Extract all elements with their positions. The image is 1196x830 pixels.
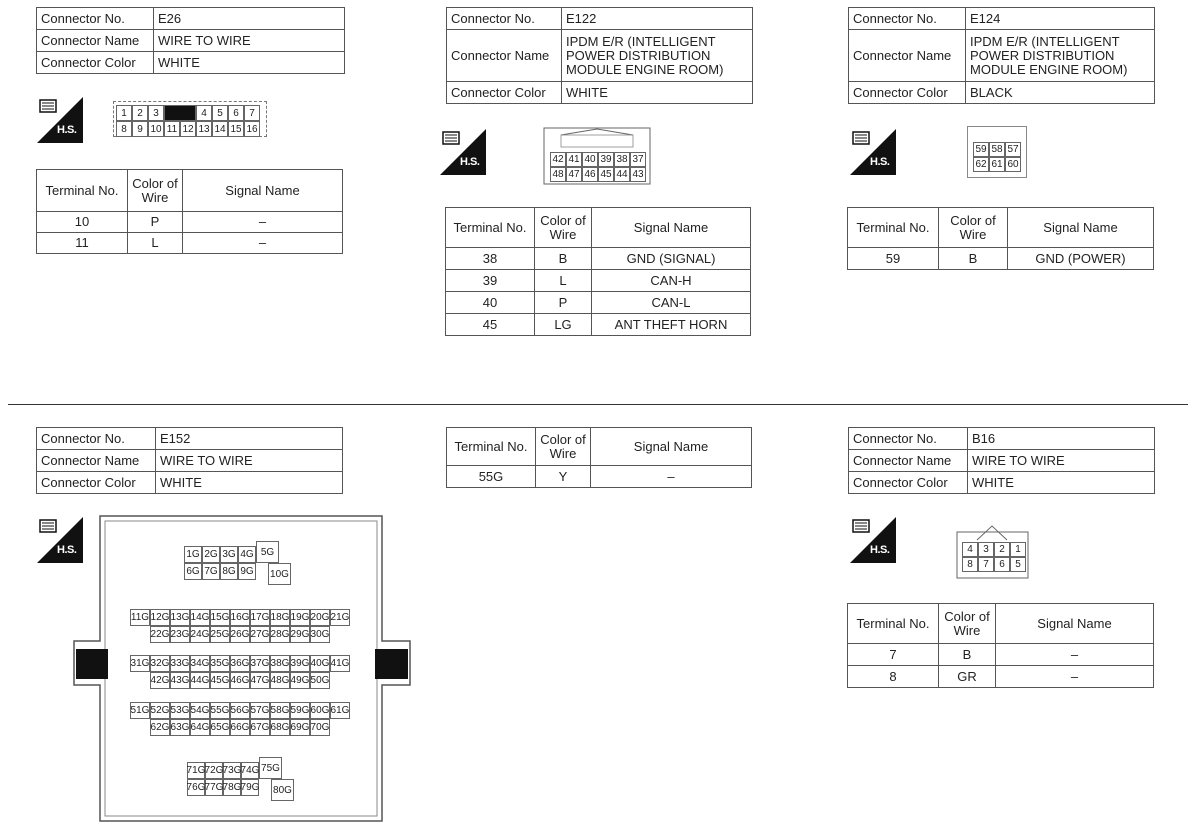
connector-pin: 28G <box>270 626 290 643</box>
connector-pin: 3 <box>148 105 164 121</box>
connector-pin: 41 <box>566 152 582 167</box>
connector-no-value: E26 <box>154 8 345 30</box>
wire-cell: P <box>535 292 592 314</box>
connector-pin: 51G <box>130 702 150 719</box>
connector-pin: 29G <box>290 626 310 643</box>
b16-pin-row-bottom <box>962 557 1026 572</box>
connector-pin: 9 <box>132 121 148 137</box>
connector-pin: 4 <box>196 105 212 121</box>
color-of-wire-header: Color of Wire <box>536 428 591 466</box>
connector-pin: 38 <box>614 152 630 167</box>
signal-name-header: Signal Name <box>996 604 1154 644</box>
connector-pin: 40 <box>582 152 598 167</box>
connector-name-label: Connector Name <box>447 30 562 82</box>
connector-pin: 58G <box>270 702 290 719</box>
connector-pin: 37 <box>630 152 646 167</box>
connector-pin: 6G <box>184 563 202 580</box>
connector-pin: 25G <box>210 626 230 643</box>
e152-pin-row <box>130 655 350 672</box>
connector-pin: 44 <box>614 167 630 182</box>
e152-terminal-table <box>446 427 752 488</box>
connector-pin: 1 <box>116 105 132 121</box>
connector-color-label: Connector Color <box>37 472 156 494</box>
wire-cell: B <box>939 248 1008 270</box>
e124-terminal-table <box>847 207 1154 270</box>
blocked-pin <box>164 105 196 121</box>
e152-pin-row <box>130 609 350 626</box>
connector-pin: 3 <box>978 542 994 557</box>
e122-terminal-table <box>445 207 751 336</box>
connector-pin: 63G <box>170 719 190 736</box>
signal-name-header: Signal Name <box>1008 208 1154 248</box>
hs-icon: H.S. <box>37 517 83 563</box>
connector-pin: 11 <box>164 121 180 137</box>
connector-pin: 22G <box>150 626 170 643</box>
signal-cell: ANT THEFT HORN <box>592 314 751 336</box>
connector-no-label: Connector No. <box>37 8 154 30</box>
connector-pin: 14G <box>190 609 210 626</box>
connector-color-value: WHITE <box>968 472 1155 494</box>
table-row <box>446 270 751 292</box>
connector-pin: 14 <box>212 121 228 137</box>
terminal-no-header: Terminal No. <box>37 170 128 212</box>
connector-pin: 62G <box>150 719 170 736</box>
connector-pin: 16 <box>244 121 260 137</box>
terminal-no-header: Terminal No. <box>446 208 535 248</box>
e152-pin-row <box>150 626 330 643</box>
wire-cell: B <box>939 644 996 666</box>
wire-cell: GR <box>939 666 996 688</box>
connector-name-label: Connector Name <box>849 30 966 82</box>
connector-pin: 7 <box>978 557 994 572</box>
connector-pin: 2 <box>132 105 148 121</box>
connector-pin: 70G <box>310 719 330 736</box>
e124-pin-row-top <box>973 142 1021 157</box>
connector-pin: 74G <box>241 762 259 779</box>
connector-pin: 18G <box>270 609 290 626</box>
connector-pin: 50G <box>310 672 330 689</box>
connector-pin: 35G <box>210 655 230 672</box>
connector-pin: 56G <box>230 702 250 719</box>
connector-pin: 57 <box>1005 142 1021 157</box>
e26-pin-row-top <box>116 105 260 121</box>
connector-pin: 48 <box>550 167 566 182</box>
terminal-cell: 45 <box>446 314 535 336</box>
connector-pin: 21G <box>330 609 350 626</box>
connector-pin: 4 <box>962 542 978 557</box>
terminal-cell: 39 <box>446 270 535 292</box>
connector-pin: 79G <box>241 779 259 796</box>
terminal-cell: 7 <box>848 644 939 666</box>
connector-pin: 6 <box>994 557 1010 572</box>
connector-color-value: WHITE <box>156 472 343 494</box>
connector-pin: 49G <box>290 672 310 689</box>
connector-pin: 78G <box>223 779 241 796</box>
connector-color-label: Connector Color <box>37 52 154 74</box>
color-of-wire-header: Color of Wire <box>939 604 996 644</box>
connector-name-value: WIRE TO WIRE <box>968 450 1155 472</box>
connector-pin: 12G <box>150 609 170 626</box>
hs-icon: H.S. <box>850 129 896 175</box>
signal-cell: CAN-L <box>592 292 751 314</box>
connector-pin: 8 <box>116 121 132 137</box>
connector-pin: 24G <box>190 626 210 643</box>
e152-pin: 75G <box>259 757 282 779</box>
e152-pin-row <box>150 672 330 689</box>
connector-pin: 15 <box>228 121 244 137</box>
connector-pin: 38G <box>270 655 290 672</box>
signal-cell: – <box>996 644 1154 666</box>
signal-cell: – <box>591 466 752 488</box>
connector-name-label: Connector Name <box>849 450 968 472</box>
terminal-no-header: Terminal No. <box>848 208 939 248</box>
connector-pin: 7 <box>244 105 260 121</box>
wire-cell: L <box>535 270 592 292</box>
connector-pin: 13 <box>196 121 212 137</box>
e122-pin-row-top <box>550 152 646 167</box>
hs-icon: H.S. <box>850 517 896 563</box>
section-divider <box>8 404 1188 405</box>
terminal-cell: 55G <box>447 466 536 488</box>
color-of-wire-header: Color of Wire <box>128 170 183 212</box>
e152-pin-row <box>187 762 259 779</box>
connector-pin: 2 <box>994 542 1010 557</box>
connector-pin: 55G <box>210 702 230 719</box>
e124-info-table <box>848 7 1155 104</box>
terminal-cell: 40 <box>446 292 535 314</box>
connector-pin: 37G <box>250 655 270 672</box>
connector-pin: 41G <box>330 655 350 672</box>
connector-pin: 42 <box>550 152 566 167</box>
e152-pin: 80G <box>271 779 294 801</box>
connector-pin: 40G <box>310 655 330 672</box>
connector-pin: 30G <box>310 626 330 643</box>
signal-cell: GND (POWER) <box>1008 248 1154 270</box>
e26-pin-row-bottom <box>116 121 260 137</box>
connector-pin: 2G <box>202 546 220 563</box>
connector-color-label: Connector Color <box>849 472 968 494</box>
connector-name-value: IPDM E/R (INTELLIGENT POWER DISTRIBUTION MODULE ENGINE ROOM) <box>966 30 1155 82</box>
connector-no-value: E124 <box>966 8 1155 30</box>
connector-pin: 31G <box>130 655 150 672</box>
connector-pin: 61G <box>330 702 350 719</box>
connector-pin: 57G <box>250 702 270 719</box>
wire-cell: B <box>535 248 592 270</box>
e152-pin: 10G <box>268 563 291 585</box>
connector-no-label: Connector No. <box>37 428 156 450</box>
table-row <box>848 644 1154 666</box>
connector-color-label: Connector Color <box>849 82 966 104</box>
connector-pin: 59 <box>973 142 989 157</box>
connector-pin: 43 <box>630 167 646 182</box>
connector-no-value: E122 <box>562 8 753 30</box>
connector-pin: 46 <box>582 167 598 182</box>
table-row <box>848 248 1154 270</box>
connector-pin: 42G <box>150 672 170 689</box>
connector-pin: 52G <box>150 702 170 719</box>
connector-no-value: E152 <box>156 428 343 450</box>
connector-pin: 16G <box>230 609 250 626</box>
hs-icon: H.S. <box>440 129 486 175</box>
e152-pin: 5G <box>256 541 279 563</box>
connector-no-label: Connector No. <box>849 8 966 30</box>
color-of-wire-header: Color of Wire <box>535 208 592 248</box>
connector-pin: 64G <box>190 719 210 736</box>
hs-icon: H.S. <box>37 97 83 143</box>
connector-pin: 3G <box>220 546 238 563</box>
connector-no-label: Connector No. <box>447 8 562 30</box>
connector-color-label: Connector Color <box>447 82 562 104</box>
signal-name-header: Signal Name <box>592 208 751 248</box>
connector-pin: 4G <box>238 546 256 563</box>
connector-pin: 7G <box>202 563 220 580</box>
connector-pin: 11G <box>130 609 150 626</box>
signal-cell: – <box>996 666 1154 688</box>
e152-info-table <box>36 427 343 494</box>
connector-name-value: WIRE TO WIRE <box>156 450 343 472</box>
connector-pin: 44G <box>190 672 210 689</box>
connector-pin: 69G <box>290 719 310 736</box>
connector-color-value: WHITE <box>154 52 345 74</box>
connector-pin: 32G <box>150 655 170 672</box>
terminal-no-header: Terminal No. <box>848 604 939 644</box>
e26-info-table <box>36 7 345 74</box>
table-row <box>37 233 343 254</box>
wire-cell: LG <box>535 314 592 336</box>
connector-pin: 60 <box>1005 157 1021 172</box>
connector-pin: 61 <box>989 157 1005 172</box>
connector-pin: 77G <box>205 779 223 796</box>
connector-pin: 58 <box>989 142 1005 157</box>
wire-cell: P <box>128 212 183 233</box>
signal-cell: – <box>183 212 343 233</box>
connector-pin: 46G <box>230 672 250 689</box>
e26-terminal-table <box>36 169 343 254</box>
connector-pin: 13G <box>170 609 190 626</box>
connector-pin: 45G <box>210 672 230 689</box>
table-row <box>848 666 1154 688</box>
connector-pin: 1G <box>184 546 202 563</box>
connector-pin: 65G <box>210 719 230 736</box>
terminal-cell: 8 <box>848 666 939 688</box>
connector-pin: 43G <box>170 672 190 689</box>
terminal-cell: 59 <box>848 248 939 270</box>
e152-pin-row <box>130 702 350 719</box>
connector-pin: 34G <box>190 655 210 672</box>
connector-pin: 20G <box>310 609 330 626</box>
connector-pin: 72G <box>205 762 223 779</box>
e152-pin-row <box>150 719 330 736</box>
connector-name-value: WIRE TO WIRE <box>154 30 345 52</box>
connector-pin: 73G <box>223 762 241 779</box>
connector-pin: 68G <box>270 719 290 736</box>
connector-pin: 23G <box>170 626 190 643</box>
connector-pin: 19G <box>290 609 310 626</box>
connector-pin: 39 <box>598 152 614 167</box>
connector-pin: 8 <box>962 557 978 572</box>
connector-pin: 60G <box>310 702 330 719</box>
connector-no-value: B16 <box>968 428 1155 450</box>
connector-pin: 12 <box>180 121 196 137</box>
signal-cell: GND (SIGNAL) <box>592 248 751 270</box>
connector-pin: 54G <box>190 702 210 719</box>
connector-pin: 66G <box>230 719 250 736</box>
signal-cell: – <box>183 233 343 254</box>
table-row <box>446 248 751 270</box>
connector-pin: 9G <box>238 563 256 580</box>
terminal-cell: 11 <box>37 233 128 254</box>
connector-pin: 36G <box>230 655 250 672</box>
e124-pin-row-bottom <box>973 157 1021 172</box>
connector-pin: 5 <box>1010 557 1026 572</box>
signal-name-header: Signal Name <box>591 428 752 466</box>
signal-name-header: Signal Name <box>183 170 343 212</box>
connector-name-label: Connector Name <box>37 30 154 52</box>
b16-pin-row-top <box>962 542 1026 557</box>
connector-pin: 47G <box>250 672 270 689</box>
connector-pin: 48G <box>270 672 290 689</box>
terminal-cell: 38 <box>446 248 535 270</box>
connector-name-label: Connector Name <box>37 450 156 472</box>
connector-pin: 39G <box>290 655 310 672</box>
b16-terminal-table <box>847 603 1154 688</box>
e152-pin-row <box>184 563 256 580</box>
connector-pin: 5 <box>212 105 228 121</box>
signal-cell: CAN-H <box>592 270 751 292</box>
b16-info-table <box>848 427 1155 494</box>
connector-no-label: Connector No. <box>849 428 968 450</box>
connector-pin: 71G <box>187 762 205 779</box>
connector-pin: 27G <box>250 626 270 643</box>
connector-pin: 10 <box>148 121 164 137</box>
connector-pin: 8G <box>220 563 238 580</box>
e122-info-table <box>446 7 753 104</box>
table-row <box>446 292 751 314</box>
terminal-no-header: Terminal No. <box>447 428 536 466</box>
connector-pin: 76G <box>187 779 205 796</box>
connector-pin: 33G <box>170 655 190 672</box>
connector-pin: 59G <box>290 702 310 719</box>
connector-pin: 53G <box>170 702 190 719</box>
connector-color-value: BLACK <box>966 82 1155 104</box>
connector-pin: 6 <box>228 105 244 121</box>
wire-cell: L <box>128 233 183 254</box>
e122-pin-row-bottom <box>550 167 646 182</box>
connector-pin: 15G <box>210 609 230 626</box>
e152-pin-row <box>184 546 256 563</box>
table-row <box>447 466 752 488</box>
connector-name-value: IPDM E/R (INTELLIGENT POWER DISTRIBUTION MODULE ENGINE ROOM) <box>562 30 753 82</box>
table-row <box>446 314 751 336</box>
connector-pin: 1 <box>1010 542 1026 557</box>
table-row <box>37 212 343 233</box>
connector-pin: 67G <box>250 719 270 736</box>
color-of-wire-header: Color of Wire <box>939 208 1008 248</box>
connector-pin: 26G <box>230 626 250 643</box>
e152-pin-row <box>187 779 259 796</box>
connector-color-value: WHITE <box>562 82 753 104</box>
connector-pin: 17G <box>250 609 270 626</box>
connector-pin: 45 <box>598 167 614 182</box>
connector-pin: 62 <box>973 157 989 172</box>
terminal-cell: 10 <box>37 212 128 233</box>
wire-cell: Y <box>536 466 591 488</box>
connector-pin: 47 <box>566 167 582 182</box>
